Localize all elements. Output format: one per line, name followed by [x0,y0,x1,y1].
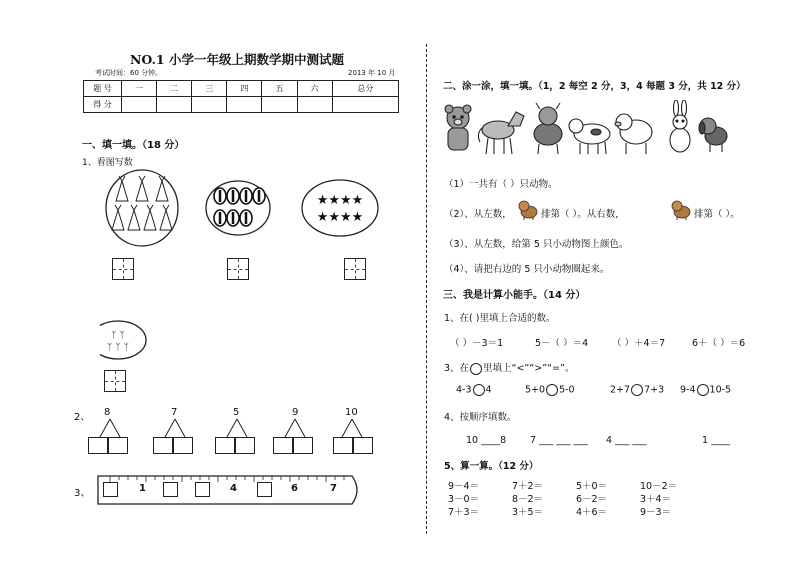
q3-label: 3、 [74,488,91,499]
exam-time: 考试时间：60 分钟。 [95,69,163,77]
ruler-box[interactable] [257,482,272,497]
calc-item[interactable]: 4＋6＝ [576,507,608,518]
score-header-cell: 三 [192,81,227,97]
ruler-number: 1 [139,483,146,494]
score-header-cell: 四 [227,81,262,97]
svg-text:★★★★: ★★★★ [316,193,364,208]
decompose-box[interactable] [333,437,353,454]
calc-item[interactable]: 5＋0＝ [576,481,608,492]
bear-icon [445,105,471,150]
q-animal-count: （1）一共有（ ）只动物。 [444,179,558,190]
compare-circle[interactable] [631,384,643,396]
score-header-cell: 六 [297,81,332,97]
compare-left: 4-3 [456,384,472,396]
compare-circle[interactable] [697,384,709,396]
calc-item[interactable]: 3－0＝ [448,494,480,505]
compare-left: 2+7 [610,384,631,396]
column-divider [426,44,427,534]
score-cell[interactable] [157,97,192,113]
order-title: 4、按顺序填数。 [444,412,517,423]
calc-item[interactable]: 8－2＝ [512,494,544,505]
carrot-group-ellipse [106,170,178,246]
score-header-cell: 五 [262,81,297,97]
goat-icon [517,198,539,220]
q1-label: 1、看图写数 [82,158,133,168]
calc-title: 5、算一算。（12 分） [444,461,539,472]
score-cell[interactable] [297,97,332,113]
answer-box-3[interactable] [344,258,366,280]
q2-label: 2、 [74,412,91,423]
decompose-box[interactable] [353,437,373,454]
decompose-box[interactable] [153,437,173,454]
calc-item[interactable]: 3＋5＝ [512,507,544,518]
pig-icon [615,114,652,154]
ruler-box[interactable] [163,482,178,497]
fill-in-item[interactable]: 5－（ ）＝4 [535,338,589,349]
animals-row [440,100,730,158]
score-cell[interactable] [122,97,157,113]
answer-box-2[interactable] [227,258,249,280]
compare-circle[interactable] [546,384,558,396]
decompose-box[interactable] [273,437,293,454]
page-title: NO.1 小学一年级上期数学期中测试题 [130,52,344,67]
compare-circle[interactable] [473,384,485,396]
compare-right: 5-0 [559,384,575,396]
compare-right: 10-5 [709,384,732,396]
score-header-cell: 总分 [332,81,398,97]
compare-title [444,360,574,375]
calc-item[interactable]: 7＋2＝ [512,481,544,492]
dog-icon [699,118,727,152]
score-table-score-row [84,97,399,113]
calc-item[interactable]: 10－2＝ [640,481,678,492]
q-position-part-b: 排第（ ）。从右数， [541,209,625,220]
decompose-number: 8 [104,407,111,418]
section3-title: 三、我是计算小能手。（14 分） [443,290,586,301]
svg-text:★★★★: ★★★★ [316,210,364,225]
compare-item [525,384,575,396]
decompose-box[interactable] [88,437,108,454]
score-cell[interactable] [262,97,297,113]
decompose-number: 10 [345,407,358,418]
compare-title-a: 3、在 [444,363,470,374]
ruler-number: 6 [291,483,298,494]
fill-in-item[interactable]: （ ）－3＝1 [450,338,504,349]
compare-left: 9-4 [680,384,696,396]
order-item[interactable]: 10 ____8 [466,435,507,446]
egg-group-ellipse [206,181,270,235]
compare-item [680,384,731,396]
ruler-number: 7 [330,483,337,494]
compare-title-b: 里填上“<”“>”“=”。 [483,363,575,374]
fill-in-title: 1、在( )里填上合适的数。 [444,313,556,324]
decompose-number: 9 [292,407,299,418]
decompose-box[interactable] [173,437,193,454]
number-ruler [90,470,366,508]
rabbit-icon [670,100,690,152]
svg-text:ᛉ ᛉ ᛉ: ᛉ ᛉ ᛉ [107,343,129,353]
calc-item[interactable]: 3＋4＝ [640,494,672,505]
compare-left: 5+0 [525,384,546,396]
compare-item [456,384,492,396]
score-cell[interactable] [227,97,262,113]
calc-item[interactable]: 9－3＝ [640,507,672,518]
q-position-part-c: 排第（ ）。 [694,209,740,220]
decompose-number: 5 [233,407,240,418]
compare-item [610,384,664,396]
decompose-box[interactable] [108,437,128,454]
goat-icon [534,103,562,154]
order-item[interactable]: 7 ___ ___ ___ [530,435,588,446]
score-cell[interactable] [332,97,398,113]
decompose-number: 7 [171,407,178,418]
decompose-box[interactable] [293,437,313,454]
ruler-number: 4 [230,483,237,494]
ruler-box[interactable] [195,482,210,497]
score-table [83,80,399,113]
calc-item[interactable]: 7＋3＝ [448,507,480,518]
order-item[interactable]: 1 ____ [702,435,731,446]
goat-icon [670,198,692,220]
score-table-header-row [84,81,399,97]
section2-title: 二、涂一涂，填一填。（1，2 每空 2 分，3，4 每题 3 分，共 12 分） [443,81,746,92]
decompose-box[interactable] [215,437,235,454]
order-item[interactable]: 4 ___ ___ [606,435,647,446]
plant-group-ellipse [100,321,146,359]
circle-icon [470,363,482,375]
q-position-part-a: （2）、从左数， [444,209,512,220]
q-circle-animals: （4）、请把右边的 5 只小动物圈起来。 [444,264,610,275]
score-header-cell: 题 号 [84,81,122,97]
answer-box-4[interactable] [104,370,126,392]
compare-right: 4 [485,384,492,396]
star-group-ellipse [302,180,378,236]
section1-title: 一、填一填。（18 分） [82,140,185,151]
q-color-animal: （3）、从左数，给第 5 只小动物图上颜色。 [444,239,629,250]
calc-item[interactable]: 9－4＝ [448,481,480,492]
fill-in-item[interactable]: 6＋（ ）＝6 [692,338,746,349]
score-header-cell: 二 [157,81,192,97]
cow-icon [569,119,610,154]
score-header-cell: 一 [122,81,157,97]
ruler-box[interactable] [103,482,118,497]
exam-date: 2013 年 10 月 [348,69,396,77]
score-cell[interactable] [192,97,227,113]
fill-in-item[interactable]: （ ）＋4＝7 [612,338,666,349]
decompose-box[interactable] [235,437,255,454]
score-row-label: 得 分 [84,97,122,113]
horse-icon [478,112,524,154]
answer-box-1[interactable] [112,258,134,280]
calc-item[interactable]: 6－2＝ [576,494,608,505]
svg-text:ᛉ ᛉ: ᛉ ᛉ [111,331,125,341]
compare-right: 7+3 [644,384,665,396]
